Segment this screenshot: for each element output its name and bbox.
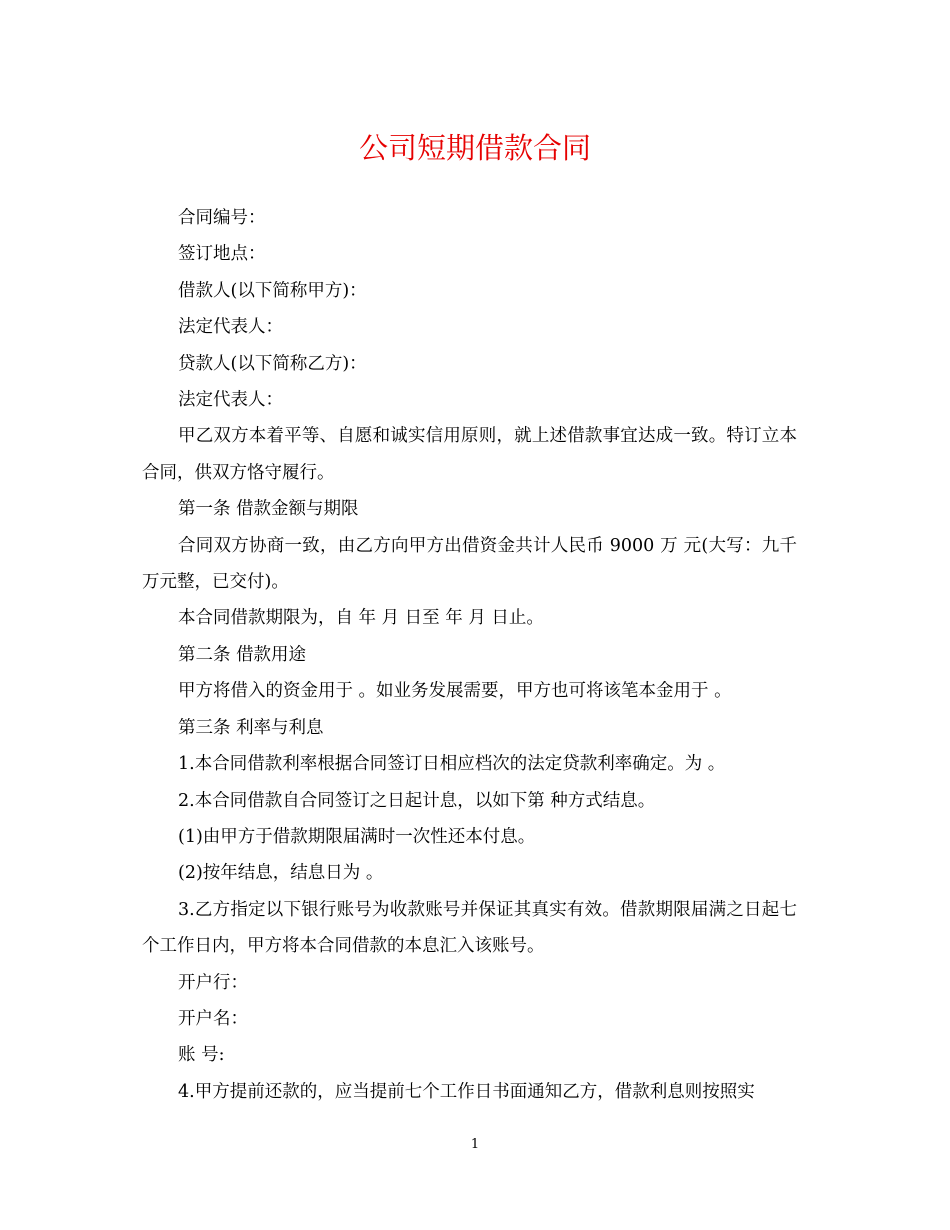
page-number: 1: [470, 1137, 480, 1152]
article-3-clause-4: 4.甲方提前还款的，应当提前七个工作日书面通知乙方，借款利息则按照实: [178, 1081, 755, 1102]
field-account-number: 账 号:: [178, 1045, 225, 1066]
field-signing-place: 签订地点：: [178, 244, 266, 265]
article-3-option-1: (1)由甲方于借款期限届满时一次性还本付息。: [178, 826, 536, 847]
article-3-clause-2: 2.本合同借款自合同签订之日起计息，以如下第 种方式结息。: [178, 790, 656, 811]
field-borrower-representative: 法定代表人：: [178, 317, 283, 338]
article-3-clause-3: 3.乙方指定以下银行账号为收款账号并保证其真实有效。借款期限届满之日起七个工作日内，甲方将本合同借款的本息汇入该账号。: [142, 899, 797, 957]
document-body: [142, 200, 797, 1110]
field-contract-number: 合同编号：: [178, 208, 266, 228]
field-account-name: 开户名：: [178, 1008, 248, 1029]
article-1-heading: 第一条 借款金额与期限: [178, 499, 359, 520]
field-bank: 开户行：: [178, 972, 248, 993]
field-borrower: 借款人(以下简称甲方)：: [178, 280, 367, 301]
field-lender: 贷款人(以下简称乙方)：: [178, 353, 367, 374]
article-1-amount: 合同双方协商一致，由乙方向甲方出借资金共计人民币 9000 万 元(大写：九千万元整，已交付)。: [142, 535, 797, 593]
article-3-heading: 第三条 利率与利息: [178, 717, 324, 738]
document-title: 公司短期借款合同: [358, 131, 591, 165]
preamble-paragraph: 甲乙双方本着平等、自愿和诚实信用原则，就上述借款事宜达成一致。特订立本合同，供双方恪守履行。: [142, 426, 797, 483]
article-2-purpose: 甲方将借入的资金用于 。如业务发展需要，甲方也可将该笔本金用于 。: [178, 681, 732, 702]
article-3-option-2: (2)按年结息，结息日为 。: [178, 863, 384, 884]
field-lender-representative: 法定代表人：: [178, 390, 283, 411]
article-1-term: 本合同借款期限为，自 年 月 日至 年 月 日止。: [178, 608, 544, 629]
article-3-clause-1: 1.本合同借款利率根据合同签订日相应档次的法定贷款利率确定。为 。: [178, 754, 726, 775]
article-2-heading: 第二条 借款用途: [178, 644, 307, 665]
